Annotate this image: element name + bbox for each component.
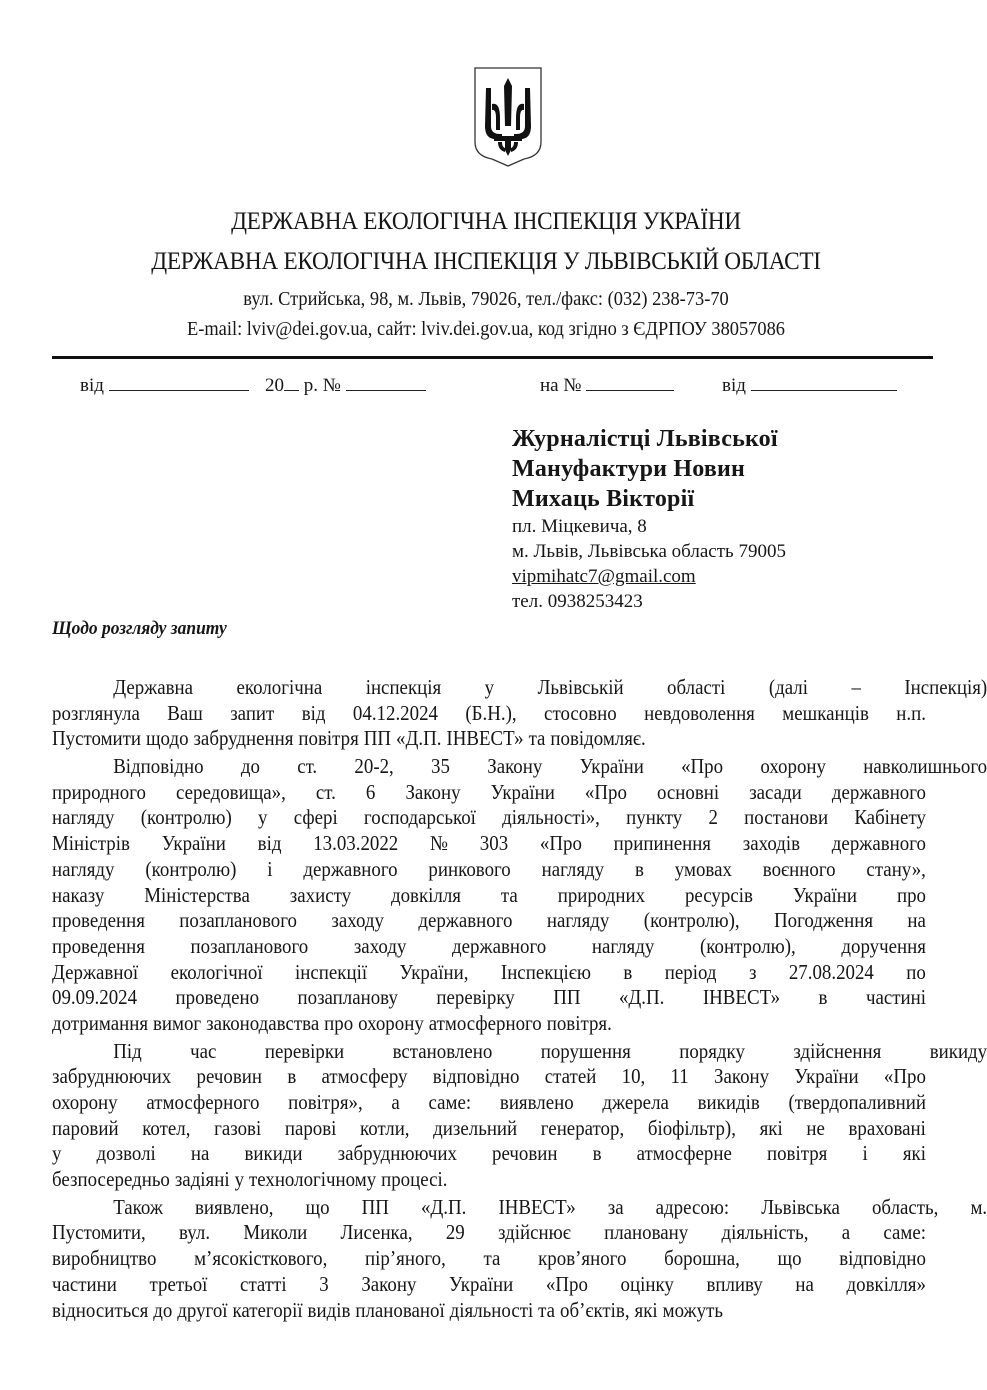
- body-line: Також виявлено, що ПП «Д.П. ІНВЕСТ» за адресою: Львівська область, м.: [113, 1194, 987, 1219]
- body-line: наказу Міністерства захисту довкілля та природних ресурсів України про: [52, 882, 926, 907]
- from-label: від: [80, 375, 104, 396]
- number-blank: [346, 374, 426, 391]
- body-paragraph: [52, 754, 987, 1037]
- organization-name-regional: ДЕРЖАВНА ЕКОЛОГІЧНА ІНСПЕКЦІЯ У ЛЬВІВСЬКІЙ ОБЛАСТІ: [151, 248, 821, 275]
- body-line: природного середовища», ст. 6 Закону України «Про основні засади державного: [52, 779, 926, 804]
- body-line: Відповідно до ст. 20-2, 35 Закону України «Про охорону навколишнього: [113, 754, 987, 779]
- body-line: Пустомити щодо забруднення повітря ПП «Д.П. ІНВЕСТ» та повідомляє.: [52, 726, 646, 751]
- year-blank: [284, 374, 299, 391]
- recipient-name: Михаць Вікторії: [512, 486, 695, 512]
- date-blank: [109, 374, 249, 391]
- body-line: нагляду (контролю) і державного ринкового нагляду в умовах воєнного стану»,: [52, 856, 926, 881]
- outgoing-year-field: [265, 374, 426, 397]
- body-line: проведення позапланового заходу державного нагляду (контролю), доручення: [52, 933, 926, 958]
- year-label: 20: [265, 375, 284, 396]
- header-divider: [52, 356, 933, 359]
- reply-number-field: [540, 374, 674, 397]
- body-line: Під час перевірки встановлено порушення порядку здійснення викиду: [113, 1038, 987, 1063]
- body-line: Міністрів України від 13.03.2022 № 303 «Про припинення заходів державного: [52, 831, 926, 856]
- body-line: проведення позапланового заходу державного нагляду (контролю), Погодження на: [52, 908, 926, 933]
- body-paragraph: [52, 675, 987, 752]
- body-line: Державної екологічної інспекції України, Інспекцією в період з 27.08.2024 по: [52, 959, 926, 984]
- body-line: паровий котел, газові парові котли, дизельний генератор, біофільтр), які не враховані: [52, 1115, 926, 1140]
- body-line: Державна екологічна інспекція у Львівській області (далі – Інспекція): [113, 675, 987, 699]
- body-paragraph: [52, 1038, 987, 1193]
- body-line: відноситься до другої категорії видів планованої діяльності та об’єктів, які можуть: [52, 1297, 723, 1322]
- body-line: охорону атмосферного повітря», а саме: виявлено джерела викидів (твердопаливний: [52, 1090, 926, 1114]
- reply-from-label: від: [722, 375, 746, 396]
- organization-address: вул. Стрийська, 98, м. Львів, 79026, тел./факс: (032) 238-73-70: [243, 288, 729, 310]
- organization-contacts: E-mail: lviv@dei.gov.ua, сайт: lviv.dei.gov.ua, код згідно з ЄДРПОУ 38057086: [187, 318, 785, 340]
- body-line: Пустомити, вул. Миколи Лисенка, 29 здійснює плановану діяльність, а саме:: [52, 1220, 926, 1245]
- body-line: виробництво м’ясокісткового, пір’яного, та кров’яного борошна, що відповідно: [52, 1246, 926, 1271]
- recipient-title-line-2: Мануфактури Новин: [512, 456, 746, 482]
- body-line: розглянула Ваш запит від 04.12.2024 (Б.Н.), стосовно невдоволення мешканців н.п.: [52, 700, 926, 725]
- number-label: р. №: [303, 375, 341, 396]
- body-line: забруднюючих речовин в атмосферу відповідно статей 10, 11 Закону України «Про: [52, 1064, 926, 1089]
- reply-number-blank: [586, 374, 674, 391]
- coat-of-arms-icon: [472, 64, 544, 168]
- body-line: у дозволі на викиди забруднюючих речовин в атмосферне повітря і які: [52, 1141, 926, 1166]
- body-line: 09.09.2024 проведено позапланову перевірку ПП «Д.П. ІНВЕСТ» в частині: [52, 985, 926, 1010]
- body-line: частини третьої статті 3 Закону України «Про оцінку впливу на довкілля»: [52, 1271, 926, 1296]
- body-line: безпосередньо задіяні у технологічному процесі.: [52, 1167, 448, 1192]
- reply-number-label: на №: [540, 375, 582, 396]
- organization-name-national: ДЕРЖАВНА ЕКОЛОГІЧНА ІНСПЕКЦІЯ УКРАЇНИ: [231, 208, 741, 235]
- body-line: дотримання вимог законодавства про охорону атмосферного повітря.: [52, 1010, 612, 1035]
- recipient-email-link[interactable]: vipmihatc7@gmail.com: [512, 566, 696, 587]
- recipient-phone: тел. 0938253423: [512, 591, 643, 612]
- letter-subject: Щодо розгляду запиту: [52, 618, 227, 639]
- recipient-title-line-1: Журналістці Львівської: [512, 426, 778, 452]
- outgoing-date-field: [80, 374, 249, 397]
- recipient-city: м. Львів, Львівська область 79005: [512, 541, 786, 562]
- reply-date-field: [722, 374, 897, 397]
- body-paragraph: [52, 1194, 987, 1323]
- recipient-block: [512, 424, 786, 614]
- reply-date-blank: [751, 374, 897, 391]
- letter-body: [52, 675, 987, 1323]
- body-line: нагляду (контролю) у сфері господарської діяльності», пункту 2 постанови Кабінету: [52, 805, 926, 830]
- recipient-street: пл. Міцкевича, 8: [512, 516, 647, 537]
